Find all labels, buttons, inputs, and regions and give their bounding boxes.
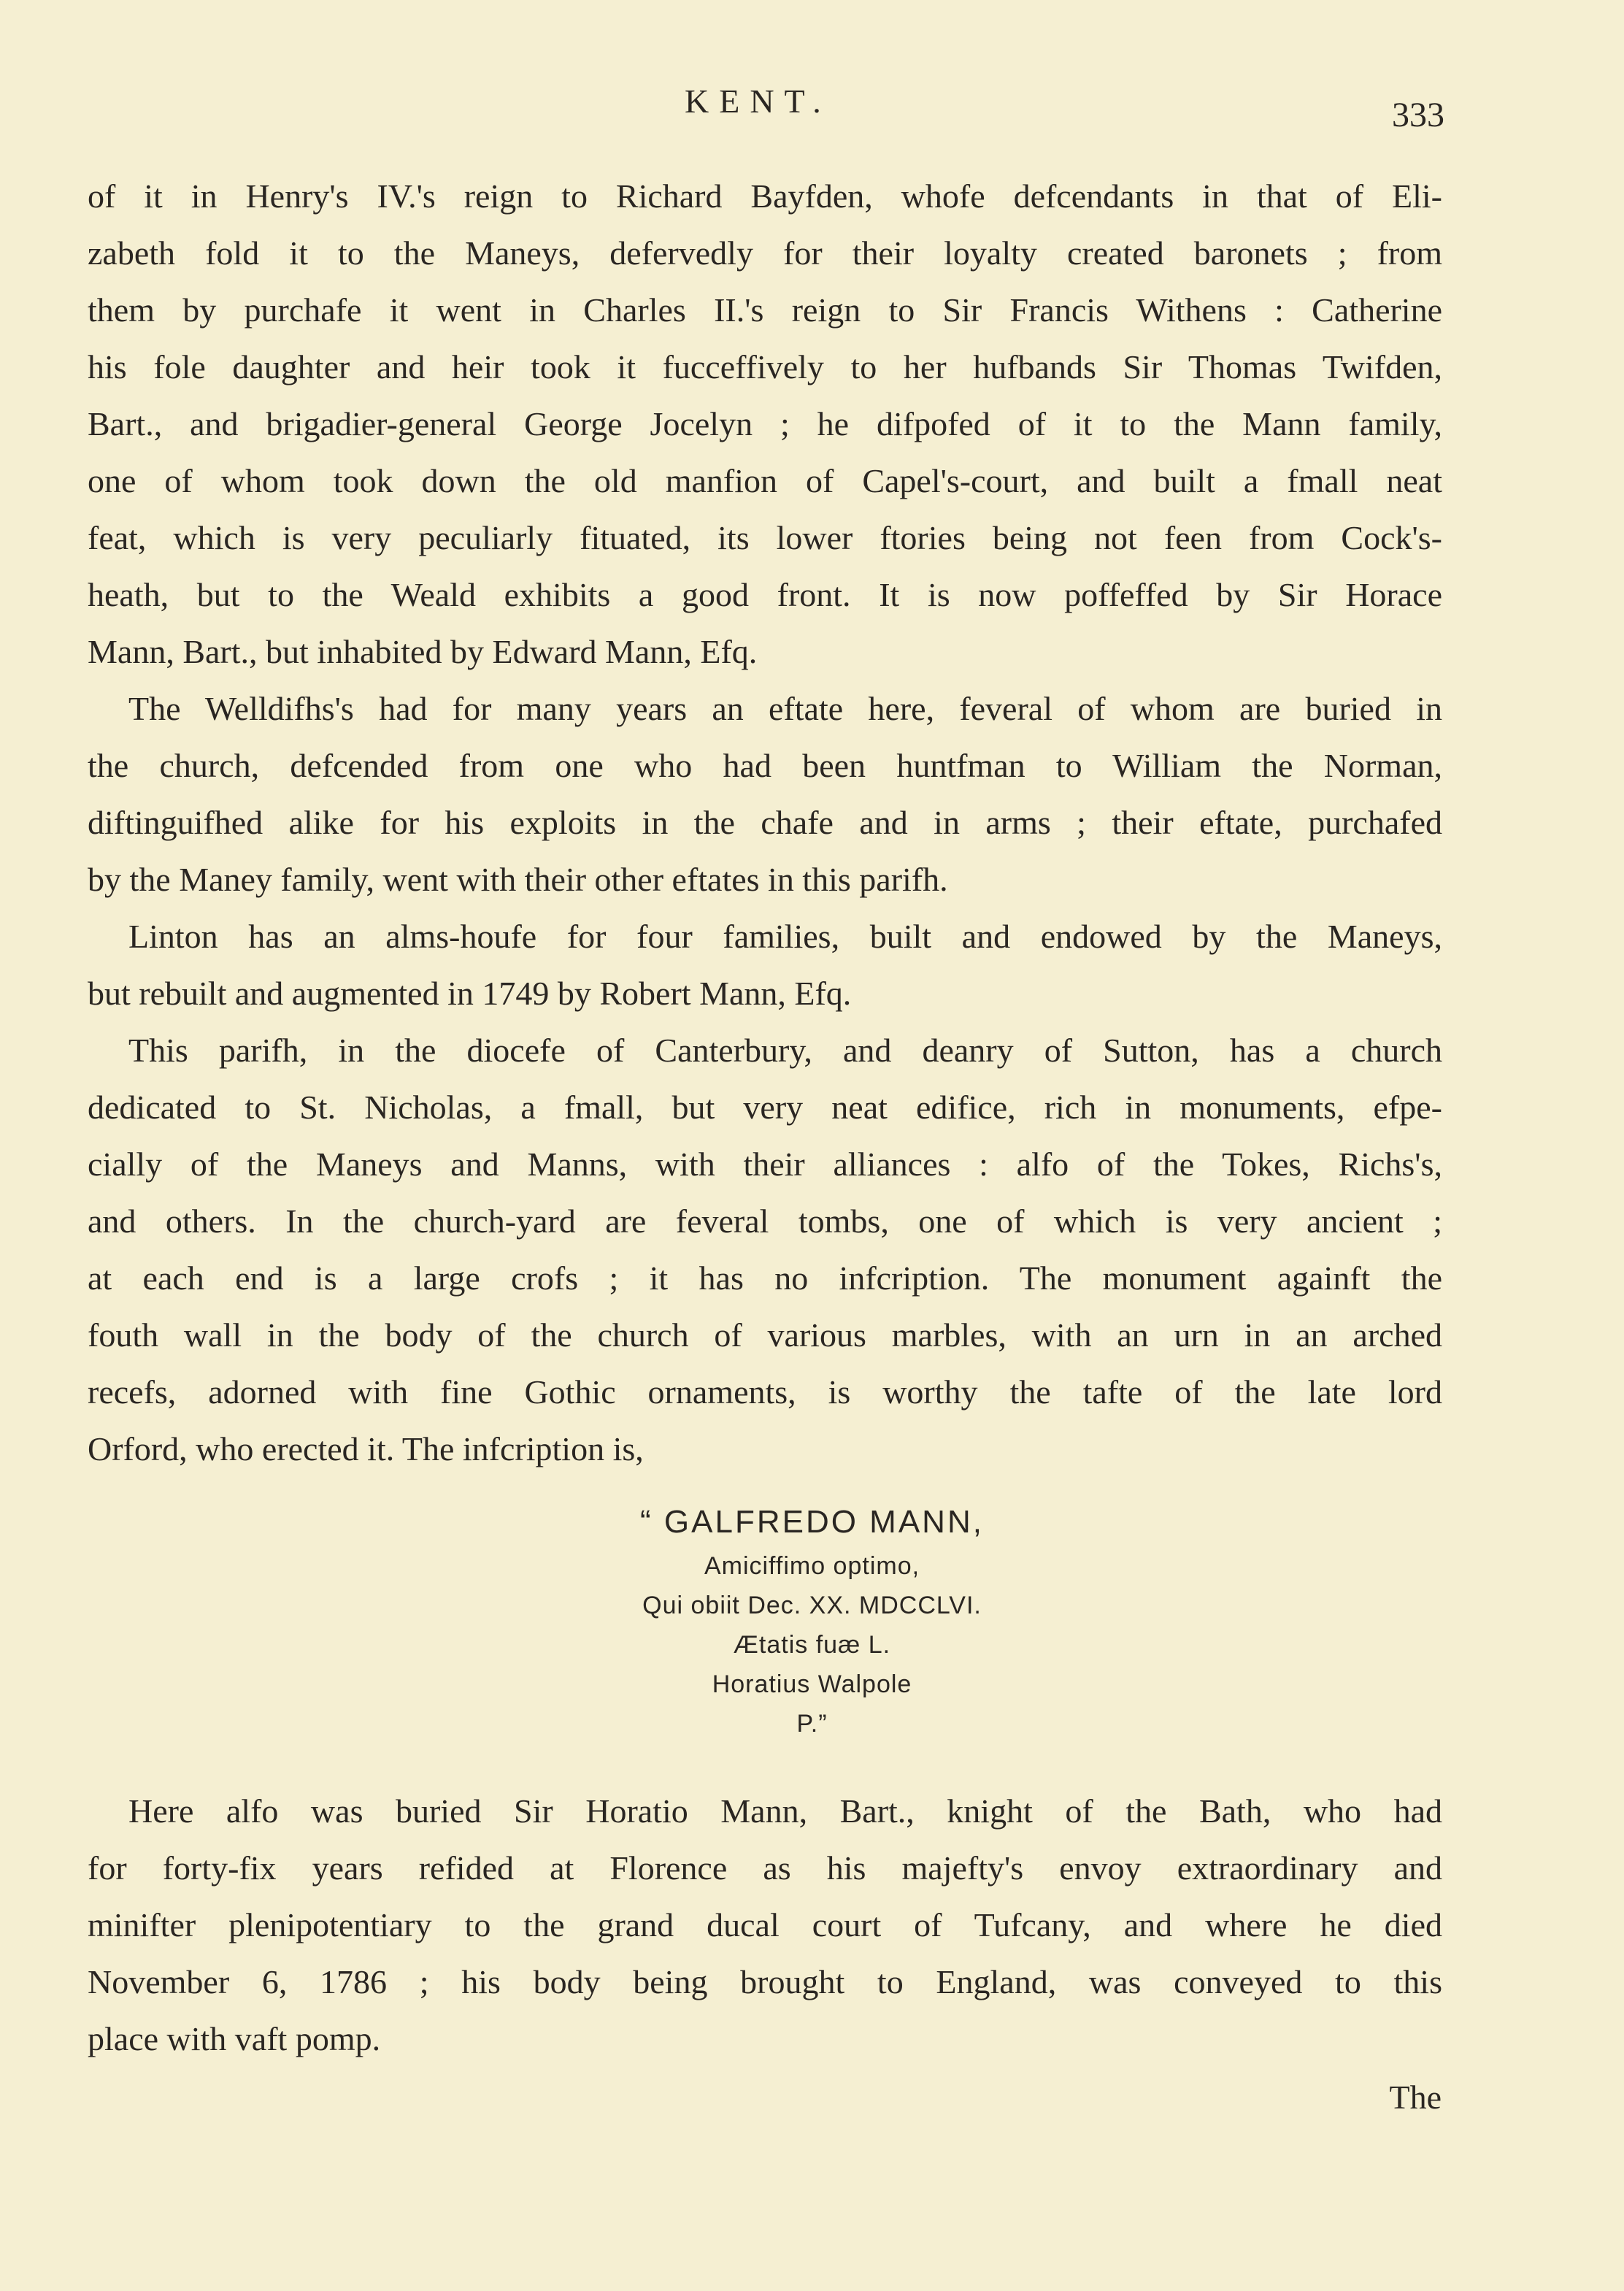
text-line: of it in Henry's IV.'s reign to Richard Bayfden, whofe defcendants in that of Eli-	[88, 177, 1442, 215]
text-line: his fole daughter and heir took it fucceffively to her hufbands Sir Thomas Twifden,	[88, 348, 1442, 385]
inscription-line: “ GALFREDO MANN,	[640, 1504, 984, 1540]
text-line: them by purchafe it went in Charles II.'s reign to Sir Francis Withens : Catherine	[88, 291, 1442, 329]
text-line: Here alfo was buried Sir Horatio Mann, Bart., knight of the Bath, who had	[128, 1792, 1442, 1830]
text-line: diftinguifhed alike for his exploits in the chafe and in arms ; their eftate, purchafed	[88, 804, 1442, 841]
page-number: 333	[1392, 96, 1444, 134]
catchword: The	[1389, 2079, 1442, 2116]
text-line: zabeth fold it to the Maneys, defervedly for their loyalty created baronets ; from	[88, 234, 1442, 272]
running-head: KENT.	[685, 82, 831, 120]
text-line: The Welldifhs's had for many years an eftate here, feveral of whom are buried in	[128, 690, 1442, 727]
epitaph-inscription	[0, 1498, 1624, 1743]
text-line: cially of the Maneys and Manns, with their alliances : alfo of the Tokes, Richs's,	[88, 1146, 1442, 1183]
lower-text-block	[88, 1783, 1442, 2068]
main-text-block	[88, 168, 1442, 1478]
inscription-line: P.”	[796, 1710, 828, 1738]
text-line: This parifh, in the diocefe of Canterbury, and deanry of Sutton, has a church	[128, 1032, 1442, 1069]
text-line: dedicated to St. Nicholas, a fmall, but very neat edifice, rich in monuments, efpe-	[88, 1089, 1442, 1126]
text-line: Bart., and brigadier-general George Jocelyn ; he difpofed of it to the Mann family,	[88, 405, 1442, 442]
text-line: place with vaft pomp.	[88, 2020, 381, 2057]
text-line: Mann, Bart., but inhabited by Edward Mann, Efq.	[88, 633, 758, 670]
text-line: minifter plenipotentiary to the grand ducal court of Tufcany, and where he died	[88, 1906, 1442, 1943]
text-line: fouth wall in the body of the church of various marbles, with an urn in an arched	[88, 1316, 1442, 1354]
text-line: November 6, 1786 ; his body being brought to England, was conveyed to this	[88, 1963, 1442, 2000]
inscription-line: Ætatis fuæ L.	[733, 1631, 891, 1659]
text-line: at each end is a large crofs ; it has no infcription. The monument againft the	[88, 1259, 1442, 1297]
text-line: the church, defcended from one who had been huntfman to William the Norman,	[88, 747, 1442, 784]
text-line: one of whom took down the old manfion of Capel's-court, and built a fmall neat	[88, 462, 1442, 499]
text-line: Orford, who erected it. The infcription is,	[88, 1430, 644, 1467]
inscription-line: Qui obiit Dec. XX. MDCCLVI.	[642, 1592, 982, 1619]
text-line: by the Maney family, went with their other eftates in this parifh.	[88, 861, 948, 898]
text-line: recefs, adorned with fine Gothic ornaments, is worthy the tafte of the late lord	[88, 1373, 1442, 1411]
paragraph-4	[88, 1022, 1442, 1478]
paragraph-3	[88, 908, 1442, 1022]
page-header	[0, 82, 1624, 147]
text-line: heath, but to the Weald exhibits a good front. It is now poffeffed by Sir Horace	[88, 576, 1442, 613]
text-line: for forty-fix years refided at Florence as his majefty's envoy extraordinary and	[88, 1849, 1442, 1887]
text-line: and others. In the church-yard are feveral tombs, one of which is very ancient ;	[88, 1202, 1442, 1240]
paragraph-1	[88, 168, 1442, 680]
text-line: feat, which is very peculiarly fituated, its lower ftories being not feen from Cock's-	[88, 519, 1442, 556]
text-line: Linton has an alms-houfe for four families, built and endowed by the Maneys,	[128, 918, 1442, 955]
text-line: but rebuilt and augmented in 1749 by Robert Mann, Efq.	[88, 975, 852, 1012]
inscription-line: Amiciffimo optimo,	[704, 1552, 920, 1580]
inscription-line: Horatius Walpole	[712, 1670, 912, 1698]
paragraph-2	[88, 680, 1442, 908]
paragraph-5	[88, 1783, 1442, 2068]
